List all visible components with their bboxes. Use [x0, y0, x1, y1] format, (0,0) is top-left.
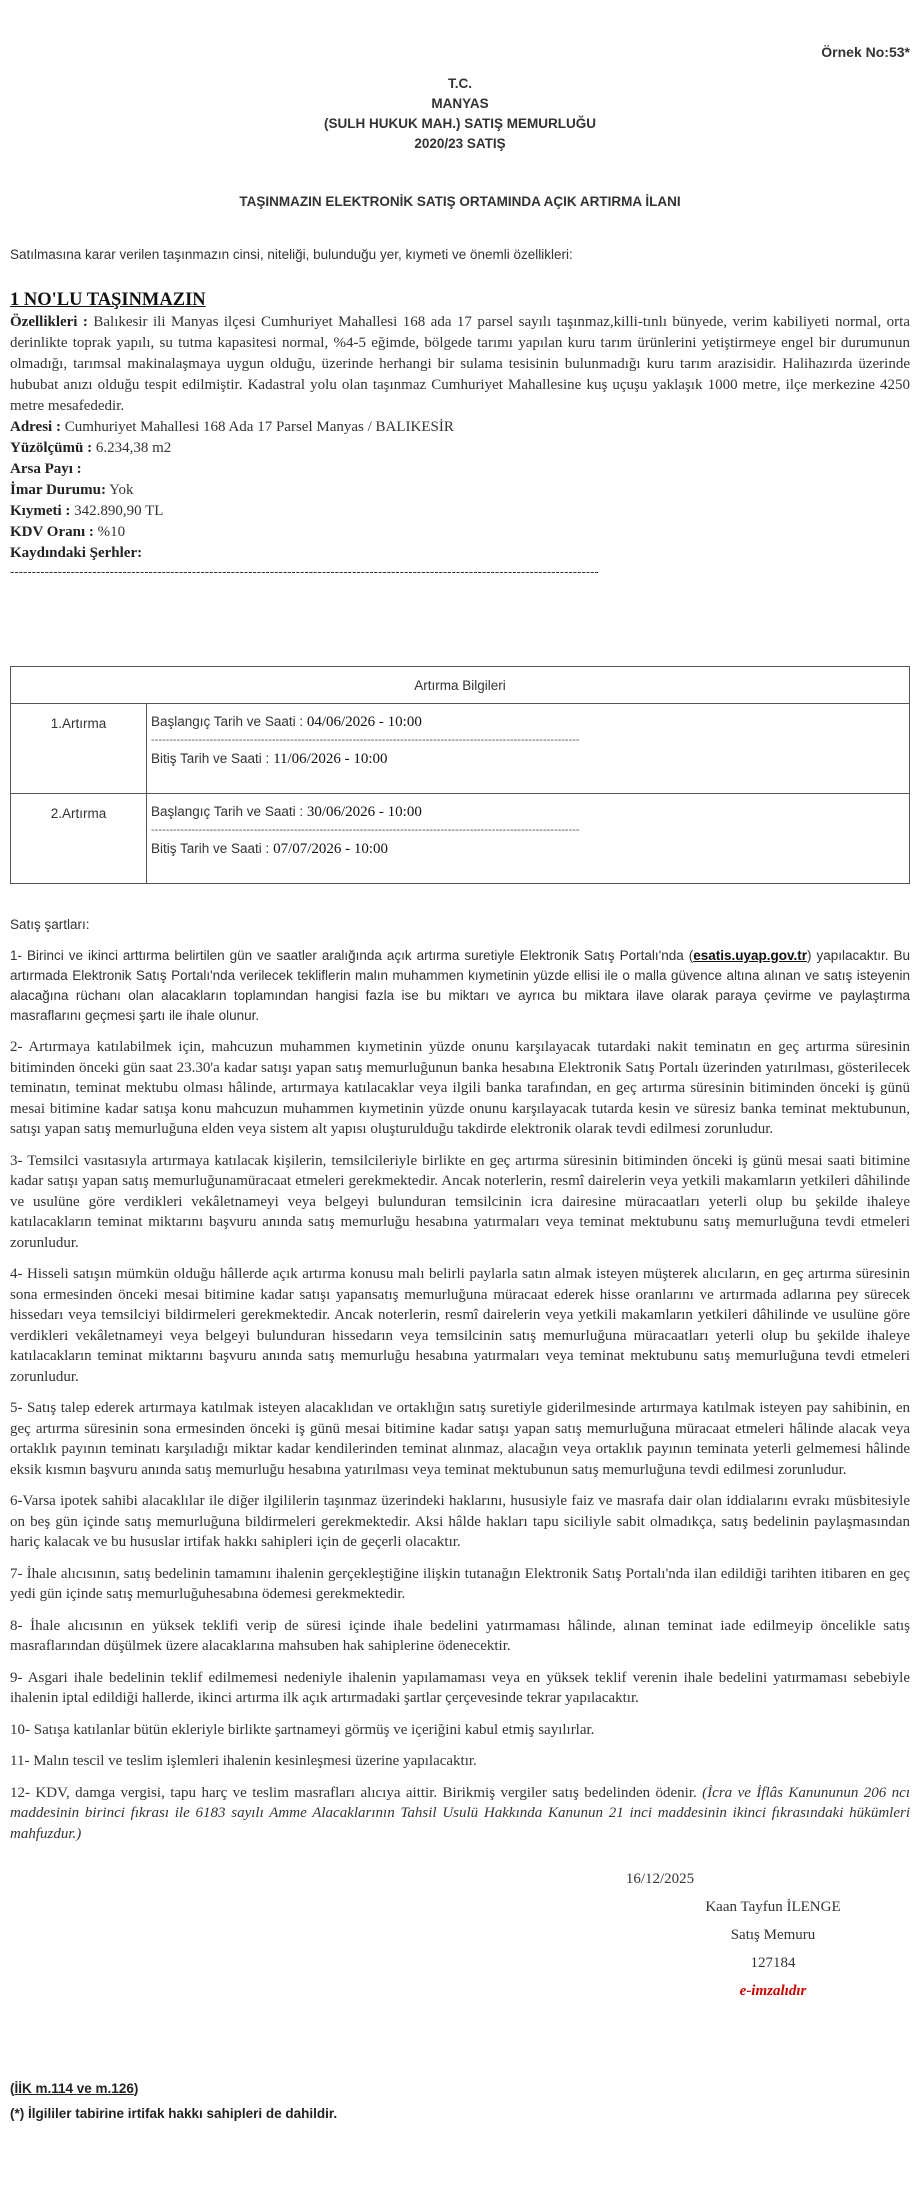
- intro-text: Satılmasına karar verilen taşınmazın cinsi, niteliği, bulunduğu yer, kıymeti ve önemli özellikleri:: [10, 247, 573, 262]
- round-separator: ---------------------------------------------------------------------------------------------------------------------: [151, 734, 580, 746]
- sample-number: Örnek No:53*: [821, 44, 910, 60]
- condition-7: 7- İhale alıcısının, satış bedelinin tamamını ihalenin gerçekleştiğine ilişkin tutanağın Elektronik Satış Portalı'nda ilan edildiği tarihten itibaren en geç yedi gün içinde satış memurluğuhesabına ödemesi gerekmektedir.: [10, 1565, 910, 1602]
- auction-round-2: [11, 794, 910, 884]
- header-district: MANYAS: [431, 96, 489, 111]
- round-end: Bitiş Tarih ve Saati : 11/06/2026 - 10:00: [151, 751, 388, 767]
- auction-round-1: [11, 704, 910, 794]
- property-vat: KDV Oranı : %10: [10, 524, 126, 540]
- condition-4: 4- Hisseli satışın mümkün olduğu hâllerde açık artırma konusu malı belirli paylarla satın almak isteyen müşterek alıcıların, en geç artırma süresinin sona ermesinden önceki mesai bitimine kadar satışı yapansatış memurluğuna müracaat ederek hisse oranlarını ve artırmada adlarına pey sürecek hissedarı veya temsilciyi bildirmeleri gerekmektedir. Ancak noterlerin, resmî dairelerin veya yetkili makamların yetkileri dâhilinde ve usulüne göre verdikleri vekâletnameyi veya belgeyi bulunduran hissedarın veya temsilcinin satış memurluğuna müracaatları yeterli olup bu şekilde ihaleye katılacakların teminat miktarını başvuru anında satış memurluğu hesabına yatırmaları veya teminat mektubunu satış memurluğuna tevdi etmeleri zorunludur.: [10, 1266, 910, 1385]
- condition-2: 2- Artırmaya katılabilmek için, mahcuzun muhammen kıymetinin yüzde onunu karşılayacak tutardaki nakit teminatın en geç artırma süresinin bitiminden önceki gün saat 23.30'a kadar satışı yapan satış memurluğunun banka hesabına Elektronik Satış Portalı üzerinden yatırılması, gösterilecek teminatın, teminat mektubu olması hâlinde, artırmaya katılacaklar veya ilgili banka tarafından, en geç artırma süresinin bitiminden önceki iş günü mesai bitimine kadar satışa konu mahcuzun muhammen kıymetinin yüzde onunu karşılayacak tutarda kesin ve süresiz banka teminat mektubunun, satışı yapan satış memurluğuna elden veya sistem alt yapısı oluşturulduğu takdirde elektronik olarak tevdi edilmesi zorunludur.: [10, 1039, 910, 1137]
- round-start: Başlangıç Tarih ve Saati : 30/06/2026 - 10:00: [151, 804, 422, 820]
- property-area: Yüzölçümü : 6.234,38 m2: [10, 440, 172, 456]
- condition-9: 9- Asgari ihale bedelinin teklif edilmemesi nedeniyle ihalenin yapılamaması veya en yüksek teklif verenin ihale bedelini yatırmaması sebebiyle ihalenin iptal edildiği hallerde, ikinci artırma ilk açık artırmadaki şartlar çerçevesinde tekrar yapılacaktır.: [10, 1669, 910, 1706]
- legal-reference-link[interactable]: İİK m.114 ve m.126: [14, 2081, 134, 2096]
- round-end: Bitiş Tarih ve Saati : 07/07/2026 - 10:00: [151, 841, 389, 857]
- legal-reference: (İİK m.114 ve m.126): [10, 2081, 139, 2096]
- section-divider: ----------------------------------------------------------------------------------------------------------------------------------------: [10, 564, 599, 579]
- auction-table-header: Artırma Bilgileri: [11, 667, 910, 704]
- e-signature-badge: e-imzalıdır: [739, 1983, 807, 1999]
- property-zoning: İmar Durumu: Yok: [10, 482, 134, 498]
- condition-10: 10- Satışa katılanlar bütün ekleriyle birlikte şartnameyi görmüş ve içeriğini kabul etmiş sayılırlar.: [10, 1721, 595, 1738]
- property-section: [10, 288, 910, 564]
- condition-12: 12- KDV, damga vergisi, tapu harç ve teslim masrafları alıcıya aittir. Birikmiş vergiler satış bedelinden ödenir. (İcra ve İflâs Kanununun 206 ncı maddesinin birinci fıkrası ile 6183 sayılı Amme Alacaklarının Tahsil Usulü Hakkında Kanunun 21 inci maddesinin ikinci fıkrasındaki hükümleri mahfuzdur.): [10, 1784, 910, 1842]
- header-tc: T.C.: [447, 76, 472, 91]
- conditions-list: [10, 946, 910, 1855]
- header-file-number: 2020/23 SATIŞ: [414, 136, 506, 151]
- condition-11: 11- Malın tescil ve teslim işlemleri ihalenin kesinleşmesi üzerine yapılacaktır.: [10, 1753, 477, 1769]
- signature-date: 16/12/2025: [625, 1871, 695, 1887]
- property-annotations: Kaydındaki Şerhler:: [10, 545, 143, 561]
- header-office: (SULH HUKUK MAH.) SATIŞ MEMURLUĞU: [324, 116, 596, 131]
- round-label: 2.Artırma: [11, 794, 147, 884]
- auction-table: [10, 666, 910, 884]
- notice-title: TAŞINMAZIN ELEKTRONİK SATIŞ ORTAMINDA AÇIK ARTIRMA İLANI: [239, 194, 681, 209]
- property-value: Kıymeti : 342.890,90 TL: [10, 503, 164, 519]
- round-separator: ---------------------------------------------------------------------------------------------------------------------: [151, 824, 580, 836]
- condition-1: 1- Birinci ve ikinci arttırma belirtilen gün ve saatler aralığında açık artırma suretiyle Elektronik Satış Portalı'nda (esatis.uyap.gov.tr) yapılacaktır. Bu artırmada Elektronik Satış Portalı'nda verilecek tekliflerin malın muhammen kıymetinin yüzde ellisi ile o malla güvence altına alınan ve satış isteyenin alacağına rüchanı olan alacakların toplamından hangisi fazla ise bu miktarı ve ayrıca bu miktara ilave olarak paraya çevirme ve paylaştırma masraflarını geçmesi şartı ile ihale olunur.: [10, 948, 910, 1023]
- property-address: Adresi : Cumhuriyet Mahallesi 168 Ada 17 Parsel Manyas / BALIKESİR: [10, 419, 454, 435]
- condition-6: 6-Varsa ipotek sahibi alacaklılar ile diğer ilgililerin taşınmaz üzerindeki haklarını, hususiyle faiz ve masrafa dair olan iddialarını evrakı müsbitesiyle on beş gün içinde satış memurluğuna bildirmeleri gerekmektedir. Aksi hâlde hakları tapu siciliyle sabit olmadıkça, satış bedelinin paylaşmasından hariç kalacak ve bu hususlar irtifak hakkı sahipleri için de geçerli olacaktır.: [10, 1493, 910, 1550]
- property-title: 1 NO'LU TAŞINMAZIN: [10, 290, 206, 310]
- round-start: Başlangıç Tarih ve Saati : 04/06/2026 - 10:00: [151, 714, 422, 730]
- round-label: 1.Artırma: [11, 704, 147, 794]
- conditions-title: Satış şartları:: [10, 917, 90, 932]
- esatis-link[interactable]: esatis.uyap.gov.tr: [693, 948, 807, 963]
- condition-5: 5- Satış talep ederek artırmaya katılmak isteyen alacaklıdan ve ortaklığın satış suretiyle giderilmesinde artırmaya katılmak isteyen pay sahibinin, en geç artırma süresinin sona ermesinden önceki iş günü mesai bitimine kadar satışı yapan satış memurluğuna müracaat etmeleri hâlinde alacak veya ortaklık payının teminatı karşıladığı miktar kadar kendilerinden teminat alınmaz, alacağın veya ortaklık payının teminata yeterli gelmemesi hâlinde eksik kısmın başvuru anında satış memurluğu hesabına yatırılması veya teminat mektubunun satış memurluğuna tevdi edilmesi zorunludur.: [10, 1400, 910, 1478]
- condition-8: 8- İhale alıcısının en yüksek teklifi verip de süresi içinde ihale bedelini yatırmaması hâlinde, alınan teminat iade edilmeyip öncelikle satış masraflarından düşülmek üzere alacaklarına mahsuben hak sahiplerine ödenecektir.: [10, 1617, 910, 1654]
- footnote: (*) İlgililer tabirine irtifak hakkı sahipleri de dahildir.: [10, 2106, 338, 2121]
- signature-role: Satış Memuru: [730, 1927, 816, 1943]
- condition-3: 3- Temsilci vasıtasıyla artırmaya katılacak kişilerin, temsilcileriyle birlikte en geç artırma süresinin bitiminden önceki iş günü mesai saati bitimine kadar satışı yapan satış memurluğunamüracaat etmeleri gerekmektedir. Ancak noterlerin, resmî dairelerin veya yetkili makamların yetkileri dâhilinde ve usulüne göre verdikleri vekâletnameyi veya belgeyi bulunduran temsilcinin icra dairesine müracaatları yeterli olup bu şekilde ihaleye katılacakların teminat miktarını başvuru anında satış memurluğu hesabına yatırmaları veya teminat mektubunu satış memurluğuna tevdi etmeleri zorunludur.: [10, 1152, 910, 1251]
- signature-id: 127184: [750, 1955, 796, 1971]
- property-share: Arsa Payı :: [10, 461, 82, 477]
- signature-name: Kaan Tayfun İLENGE: [705, 1899, 841, 1915]
- property-features: Özellikleri : Balıkesir ili Manyas ilçesi Cumhuriyet Mahallesi 168 ada 17 parsel sayılı taşınmaz,killi-tınlı bünyede, verim kabiliyeti normal, orta derinlikte toprak yapılı, su tutma kapasitesi normal, %4-5 eğimde, bölgede tarımı yapılan kuru tarım ürünlerini yetiştirmeye engel bir durumunun olmadığı, tarımsal makinalaşmaya uygun olduğu, üzerinde herhangi bir sulama tesisinin bulunmadığı kuru tarım arazisidir. Halihazırda üzerinde hububat anızı olduğu tespit edilmiştir. Kadastral yolu olan taşınmaz Cumhuriyet Mahallesine kuş uçuşu yaklaşık 1000 metre, ilçe merkezine 4250 metre mesafededir.: [10, 314, 911, 414]
